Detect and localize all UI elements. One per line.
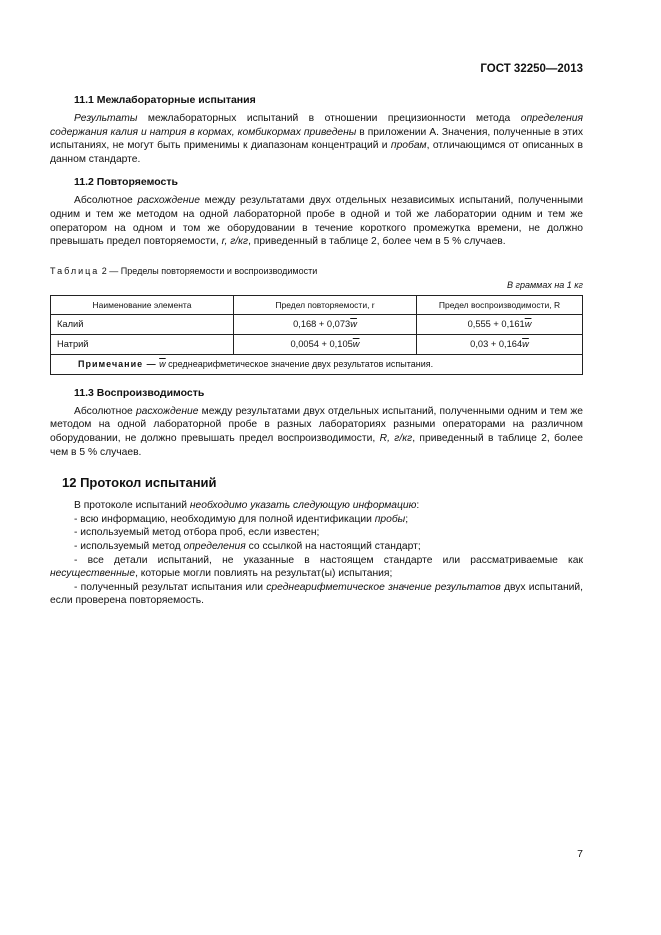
table-row	[51, 334, 583, 354]
text-run: - используемый метод	[74, 540, 184, 552]
text-run: в приложении А. Значения, полученные в этих испытаниях, не могут быть применимы к диапазонам концентраций и	[50, 126, 583, 152]
caption-text: 2 — Пределы повторяемости и воспроизводимости	[99, 265, 318, 276]
text-run: межлабораторных испытаний в отношении прецизионности метода	[137, 113, 521, 124]
section-12-intro	[50, 499, 583, 513]
header-reproducibility: Предел воспроизводимости, R	[417, 295, 583, 314]
w-mean-symbol: $\overline{w}$	[524, 319, 532, 330]
text-run: В протоколе испытаний	[74, 500, 190, 512]
text-run: со ссылкой на настоящий стандарт;	[245, 540, 421, 552]
section-11-3-title: 11.3 Воспроизводимость	[74, 386, 205, 399]
italic-term: необходимо указать следующую информацию	[189, 500, 417, 512]
expr-text: 0,555 + 0,161	[467, 319, 525, 330]
expr-text: 0,03 + 0,164	[470, 339, 523, 350]
italic-term: r, г/кг	[221, 236, 249, 248]
expr-text: 0,0054 + 0,105	[290, 339, 353, 350]
text-run: :	[416, 500, 420, 512]
table-row	[51, 314, 583, 334]
note-label: Примечание —	[78, 359, 157, 370]
header-repeatability: Предел повторяемости, r	[234, 295, 417, 314]
text-run: , приведенный в таблице 2, более чем в 5 % случаев.	[50, 432, 583, 458]
text-run: Абсолютное	[74, 195, 138, 207]
page-number: 7	[577, 848, 583, 860]
note-text: среднеарифметическое значение двух результатов испытания.	[165, 359, 434, 370]
text-run: - все детали испытаний, не указанные в настоящем стандарте или рассматриваемые как	[74, 554, 583, 566]
text-run: - используемый метод отбора проб, если известен;	[74, 527, 320, 539]
italic-term: расхождение	[135, 405, 199, 417]
section-11-3-paragraph	[50, 405, 583, 459]
list-item	[50, 581, 583, 608]
precision-table	[50, 295, 583, 375]
italic-term: пробам	[390, 140, 427, 152]
caption-label: Таблица	[50, 265, 100, 276]
text-run: ;	[405, 513, 409, 525]
cell-reproducibility	[417, 334, 583, 354]
text-run: , которые могли повлиять на результат(ы) испытания;	[135, 568, 393, 580]
page-content	[50, 94, 583, 608]
text-run: двух испытаний, если проверена повторяемость.	[50, 581, 584, 607]
header-element-name: Наименование элемента	[51, 295, 234, 314]
italic-term: определения содержания калия и натрия в кормах, комбикормах приведены	[50, 113, 583, 138]
italic-term: пробы	[374, 513, 406, 525]
section-11-1-paragraph	[50, 112, 583, 166]
table-header-row	[51, 295, 583, 314]
cell-repeatability	[234, 334, 417, 354]
table-note	[51, 354, 583, 374]
cell-repeatability	[234, 314, 417, 334]
italic-term: R, г/кг	[379, 432, 413, 444]
italic-term: расхождение	[137, 195, 200, 207]
list-item	[50, 513, 583, 527]
text-run: , приведенный в таблице 2, более чем в 5 % случаев.	[248, 236, 506, 248]
list-item	[50, 540, 583, 554]
w-mean-symbol: $\overline{w}$	[350, 319, 357, 330]
text-run: между результатами двух отдельных испытаний, полученными одним и тем же методом на одной лабораторной пробе в разных лабораториях разными операторами на различном оборудовании, не должно превышать предел воспроизводимости,	[50, 405, 583, 444]
cell-reproducibility	[417, 314, 583, 334]
section-11-1-title: 11.1 Межлабораторные испытания	[74, 94, 256, 106]
cell-element: Натрий	[51, 334, 234, 354]
list-item	[50, 526, 583, 540]
expr-text: 0,168 + 0,073	[293, 319, 351, 330]
section-11-2-title: 11.2 Повторяемость	[74, 176, 178, 189]
text-run: - всю информацию, необходимую для полной идентификации	[74, 513, 375, 525]
text-run: между результатами двух отдельных независимых испытаний, полученными одним и тем же методом на одной лабораторной пробе в одной и той же лаборатории одним и тем же оператором на одном и том же оборудовании в течение короткого промежутка времени, не должно превышать предел повторяемости,	[50, 195, 583, 248]
italic-term: среднеарифметическое значение результатов	[266, 581, 501, 593]
cell-element: Калий	[51, 314, 234, 334]
text-run: Абсолютное	[74, 405, 136, 417]
list-item	[50, 554, 583, 581]
text-run: , отличающимся от описанных в данном стандарте.	[50, 140, 583, 165]
text-run: - полученный результат испытания или	[74, 581, 267, 593]
w-mean-symbol: $\overline{w}$	[159, 359, 166, 370]
italic-term: несущественные	[50, 568, 136, 580]
section-11-2-paragraph	[50, 194, 583, 248]
italic-term: определения	[183, 540, 246, 552]
section-12-title: 12 Протокол испытаний	[62, 475, 217, 491]
table-caption	[50, 266, 583, 276]
w-mean-symbol: $\overline{w}$	[352, 339, 360, 350]
table-note-row	[51, 354, 583, 374]
table-units: В граммах на 1 кг	[507, 279, 583, 290]
italic-term: Результаты	[74, 113, 138, 124]
standard-code: ГОСТ 32250—2013	[480, 63, 583, 75]
w-mean-symbol: $\overline{w}$	[522, 339, 529, 350]
